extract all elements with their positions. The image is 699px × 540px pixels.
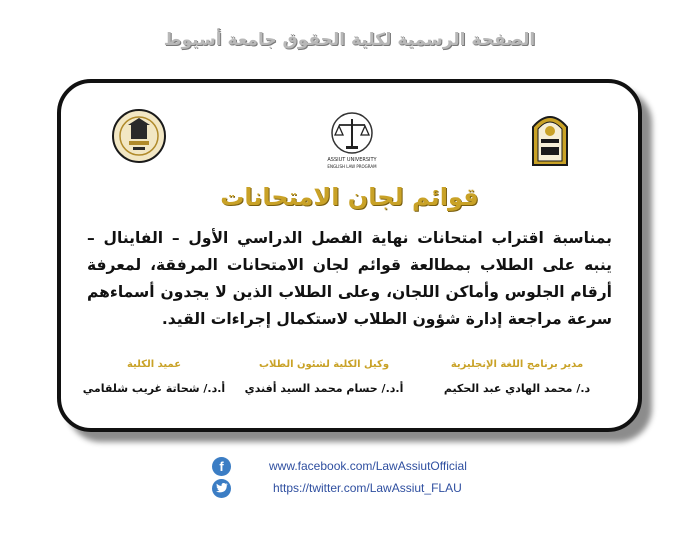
logo-caption-program: ENGLISH LAW PROGRAM <box>327 164 377 169</box>
faculty-seal-logo <box>111 107 167 165</box>
signature-program-director <box>417 359 617 395</box>
page-header-title: الصفحة الرسمية لكلية الحقوق جامعة أسيوط <box>163 30 536 50</box>
announcement-title: قوائم لجان الامتحانات <box>220 183 479 211</box>
signature-name: د./ محمد الهادي عبد الحكيم <box>443 382 591 395</box>
logo-caption-university: ASSIUT UNIVERSITY <box>327 157 377 163</box>
signature-dean <box>79 359 229 395</box>
twitter-row <box>212 478 462 498</box>
facebook-row <box>212 456 467 476</box>
scales-of-justice-icon <box>319 111 385 157</box>
signature-name: أ.د./ شحاتة غريب شلقامي <box>82 382 226 395</box>
facebook-link[interactable]: www.facebook.com/LawAssiutOfficial <box>269 459 467 473</box>
signature-role: عميد الكلية <box>126 359 182 370</box>
twitter-icon[interactable] <box>212 479 231 498</box>
signature-name: أ.د./ حسام محمد السيد أفندي <box>244 382 404 395</box>
english-law-program-logo <box>319 111 385 177</box>
facebook-icon[interactable]: f <box>212 457 231 476</box>
announcement-body: بمناسبة اقتراب امتحانات نهاية الفصل الدراسي الأول – الفاينال – ينبه على الطلاب بمطالعة قوائم لجان الامتحانات المرفقة، لمعرفة أرقام الجلوس وأماكن اللجان، وعلى الطلاب الذين لا يجدون أسماءهم سرعة مراجعة إدارة شؤون الطلاب لاستكمال إجراءات القيد. <box>87 229 612 328</box>
twitter-link[interactable]: https://twitter.com/LawAssiut_FLAU <box>273 481 462 495</box>
assiut-university-logo <box>531 109 569 167</box>
signature-role: مدير برنامج اللغة الإنجليزية <box>450 359 584 370</box>
signature-vice-dean <box>229 359 419 395</box>
announcement-card <box>57 79 642 432</box>
signature-role: وكيل الكلية لشئون الطلاب <box>258 359 390 370</box>
